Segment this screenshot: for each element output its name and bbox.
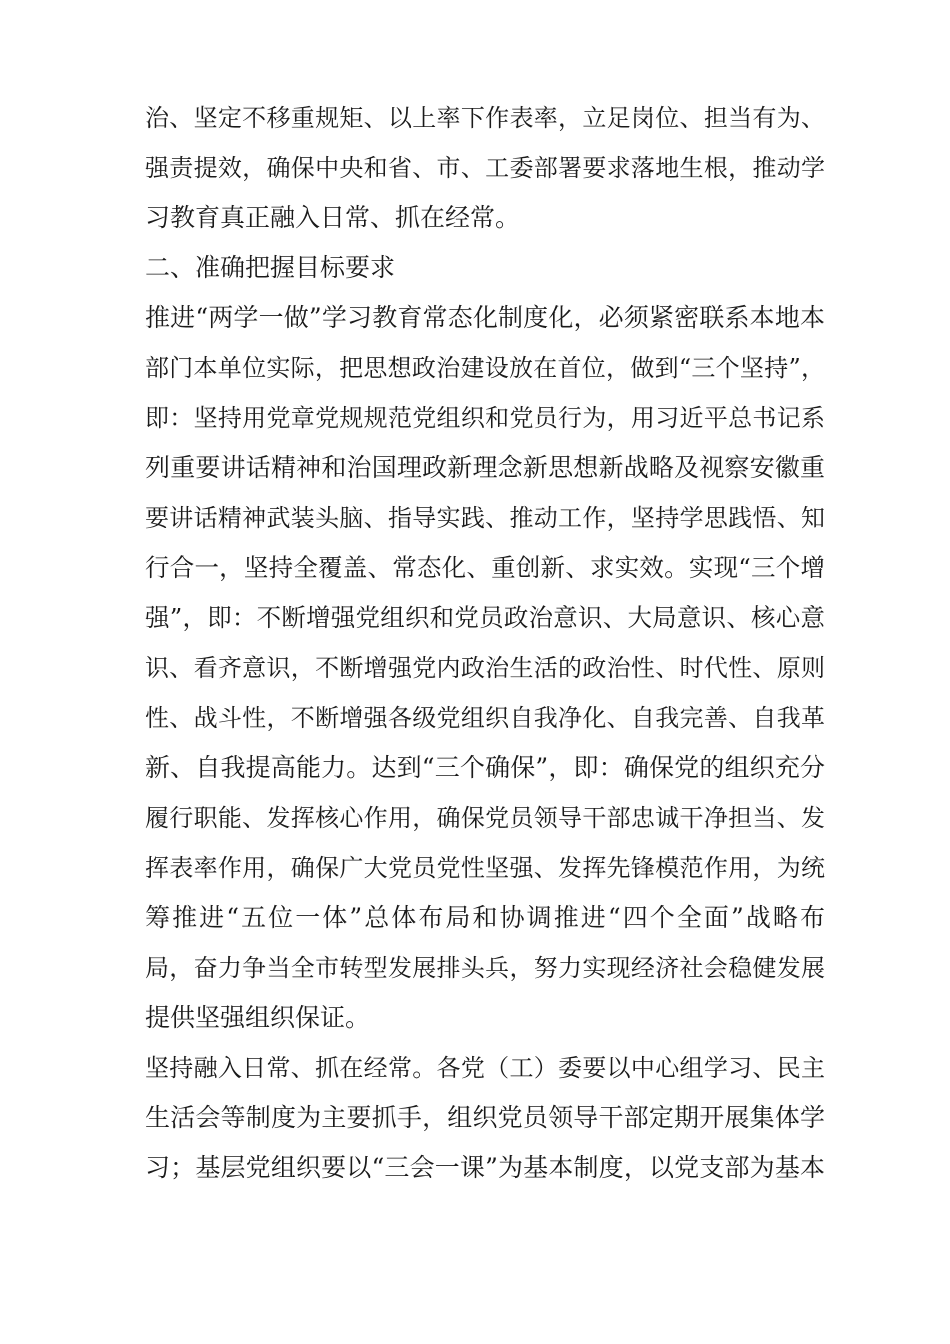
text-line: 新、自我提高能力。达到“三个确保”，即：确保党的组织充分: [145, 753, 825, 782]
text-line: 推进“两学一做”学习教育常态化制度化，必须紧密联系本地本: [145, 303, 825, 332]
text-line: 要讲话精神武装头脑、指导实践、推动工作，坚持学思践悟、知: [145, 504, 825, 532]
text-line: 部门本单位实际，把思想政治建设放在首位，做到“三个坚持”，: [145, 354, 825, 382]
text-line: 行合一，坚持全覆盖、常态化、重创新、求实效。实现“三个增: [145, 553, 825, 582]
text-line: 列重要讲话精神和治国理政新理念新思想新战略及视察安徽重: [145, 453, 825, 482]
text-line: 强”，即：不断增强党组织和党员政治意识、大局意识、核心意: [145, 603, 825, 632]
text-line: 坚持融入日常、抓在经常。各党（工）委要以中心组学习、民主: [145, 1054, 825, 1082]
text-line: 治、坚定不移重规矩、以上率下作表率，立足岗位、担当有为、: [145, 104, 825, 132]
text-line: 履行职能、发挥核心作用，确保党员领导干部忠诚干净担当、发: [145, 804, 825, 832]
text-line: 生活会等制度为主要抓手，组织党员领导干部定期开展集体学: [145, 1103, 825, 1132]
text-line: 习；基层党组织要以“三会一课”为基本制度，以党支部为基本: [145, 1153, 825, 1182]
text-line: 识、看齐意识，不断增强党内政治生活的政治性、时代性、原则: [145, 654, 825, 682]
text-line: 强责提效，确保中央和省、市、工委部署要求落地生根，推动学: [145, 154, 825, 182]
text-line: 习教育真正融入日常、抓在经常。: [145, 203, 521, 232]
section-heading: 二、准确把握目标要求: [145, 253, 396, 282]
text-line: 挥表率作用，确保广大党员党性坚强、发挥先锋模范作用，为统: [145, 854, 825, 882]
text-line: 筹推进“五位一体”总体布局和协调推进“四个全面”战略布: [145, 903, 825, 932]
text-line: 性、战斗性，不断增强各级党组织自我净化、自我完善、自我革: [145, 704, 825, 732]
text-line: 即：坚持用党章党规规范党组织和党员行为，用习近平总书记系: [145, 404, 825, 432]
text-line: 局，奋力争当全市转型发展排头兵，努力实现经济社会稳健发展: [145, 954, 825, 982]
text-line: 提供坚强组织保证。: [145, 1003, 371, 1032]
